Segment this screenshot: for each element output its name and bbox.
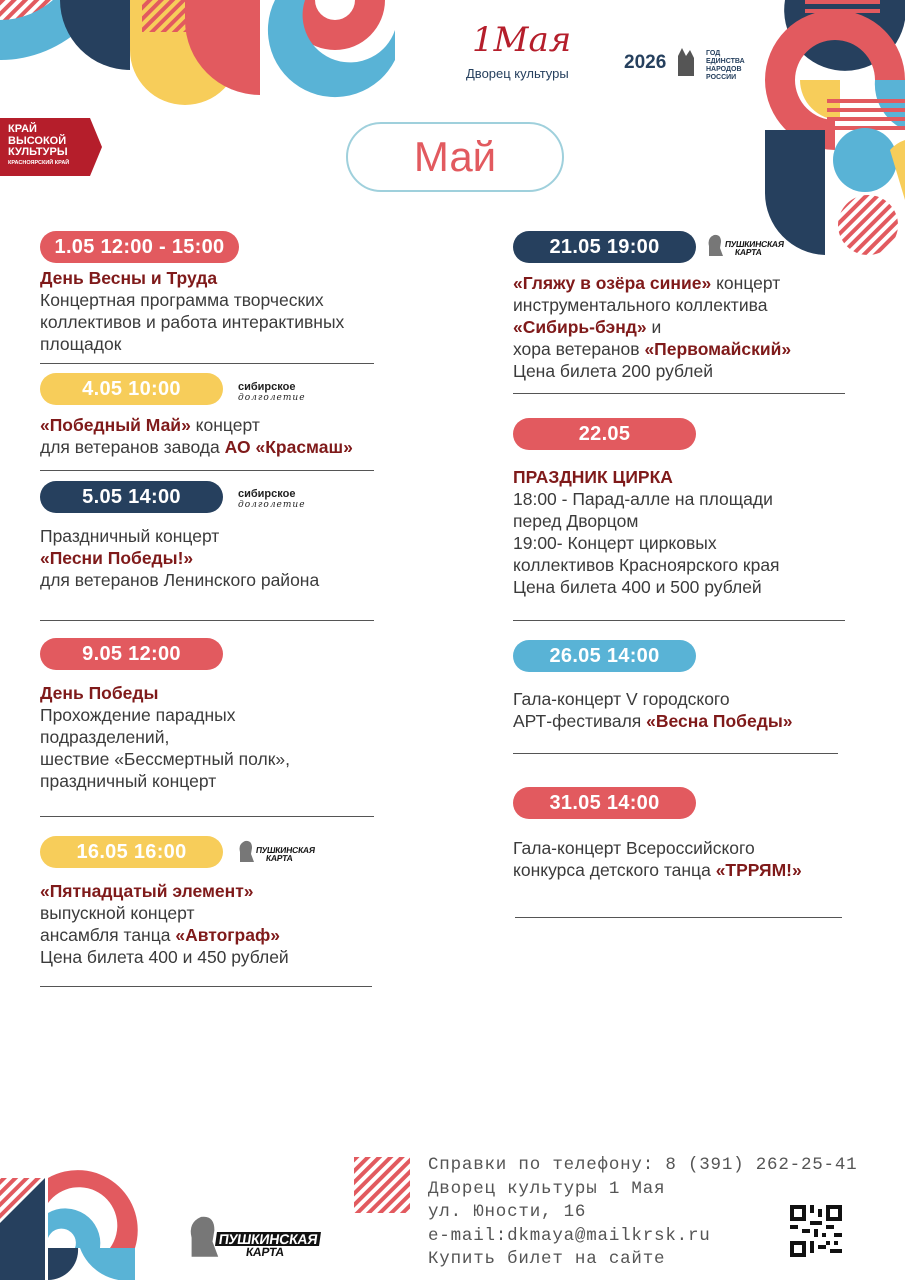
year-caption-line4: РОССИИ	[706, 74, 737, 81]
event-desc: ансамбля танца	[40, 925, 176, 945]
event-title: «Гляжу в озёра синие»	[513, 273, 712, 293]
siberian-logo-bottom: долголетие	[238, 500, 306, 510]
event-desc-line: для ветеранов Ленинского района	[40, 570, 320, 590]
event-22-05	[513, 418, 853, 598]
event-1-05	[40, 231, 380, 355]
pushkin-card-logo	[236, 838, 315, 862]
event-desc-line: перед Дворцом	[513, 511, 639, 531]
event-title: «ТРРЯМ!»	[715, 860, 802, 880]
divider	[513, 393, 845, 394]
year-caption	[706, 50, 745, 82]
siberian-longevity-logo	[238, 382, 306, 404]
divider	[513, 753, 838, 754]
event-desc-line: Концертная программа творческих	[40, 290, 324, 310]
event-desc-line: шествие «Бессмертный полк»,	[40, 749, 290, 769]
event-desc-line: площадок	[40, 334, 122, 354]
divider	[40, 620, 374, 621]
siberian-logo-top: сибирское	[238, 488, 296, 500]
divider	[40, 816, 374, 817]
decor-bottom-left	[0, 1168, 140, 1280]
event-desc: конкурса детского танца	[513, 860, 716, 880]
event-date-pill: 31.05 14:00	[513, 787, 696, 819]
pushkin-card-label	[216, 1232, 320, 1258]
event-desc: хора ветеранов	[513, 339, 645, 359]
badge-line3: КУЛЬТУРЫ	[8, 146, 68, 158]
event-date-pill: 22.05	[513, 418, 696, 450]
event-desc-line: 18:00 - Парад-алле на площади	[513, 489, 773, 509]
decor-top-left	[0, 0, 400, 105]
divider	[513, 620, 845, 621]
event-desc: для ветеранов завода	[40, 437, 225, 457]
siberian-logo-bottom: долголетие	[238, 393, 306, 403]
footer-address: ул. Юности, 16	[428, 1202, 587, 1222]
event-9-05	[40, 638, 380, 792]
year-of-unity-logo	[622, 40, 752, 84]
event-desc-line	[40, 924, 380, 946]
pushkin-card-logo	[705, 232, 784, 256]
event-title: День Победы	[40, 683, 159, 703]
pushkin-line2: КАРТА	[245, 1245, 286, 1259]
event-desc-line: Гала-концерт Всероссийского	[513, 838, 755, 858]
event-4-05	[40, 373, 380, 458]
pushkin-card-label	[725, 240, 784, 256]
event-desc: концерт	[190, 415, 260, 435]
event-highlight: АО «Красмаш»	[224, 437, 353, 457]
event-date-pill: 16.05 16:00	[40, 836, 223, 868]
pushkin-card-logo-footer	[184, 1210, 320, 1258]
event-desc-line: коллективов Красноярского края	[513, 555, 780, 575]
event-title: «Пятнадцатый элемент»	[40, 881, 254, 901]
divider	[40, 470, 374, 471]
event-title: «Победный Май»	[40, 415, 191, 435]
year-caption-line2: ЕДИНСТВА	[706, 58, 745, 65]
event-date-pill: 4.05 10:00	[40, 373, 223, 405]
pushkin-portrait-icon	[236, 838, 256, 862]
event-title: «Весна Победы»	[646, 711, 793, 731]
event-desc-line: инструментального коллектива	[513, 295, 768, 315]
divider	[40, 363, 374, 364]
event-desc-line: Праздничный концерт	[40, 526, 220, 546]
event-desc: концерт	[711, 273, 781, 293]
event-16-05	[40, 836, 380, 968]
event-desc-line	[513, 859, 853, 881]
pushkin-card-label	[256, 846, 315, 862]
year-number: 2026	[624, 52, 667, 73]
pushkin-line1: ПУШКИНСКАЯ	[255, 845, 316, 855]
badge-line2: ВЫСОКОЙ	[8, 134, 67, 147]
event-desc-line: праздничный концерт	[40, 771, 217, 791]
year-caption-line1: ГОД	[706, 50, 721, 57]
event-5-05	[40, 481, 380, 591]
siberian-longevity-logo	[238, 489, 306, 511]
palace-logo	[462, 18, 590, 84]
pushkin-line1: ПУШКИНСКАЯ	[724, 239, 785, 249]
footer-buy-ticket-link[interactable]: Купить билет на сайте	[428, 1249, 666, 1269]
event-desc-line: подразделений,	[40, 727, 170, 747]
footer-venue: Дворец культуры 1 Мая	[428, 1178, 666, 1199]
month-title: Май	[346, 122, 564, 192]
event-desc-line	[40, 436, 380, 458]
event-desc-line	[513, 272, 853, 294]
event-desc-line: коллективов и работа интерактивных	[40, 312, 345, 332]
event-date-pill: 1.05 12:00 - 15:00	[40, 231, 239, 263]
siberian-logo-top: сибирское	[238, 381, 296, 393]
pushkin-line2: КАРТА	[265, 853, 294, 863]
event-31-05	[513, 787, 853, 881]
divider	[515, 917, 842, 918]
event-21-05	[513, 231, 853, 382]
event-highlight: «Автограф»	[175, 925, 281, 945]
event-title: «Песни Победы!»	[40, 548, 194, 568]
year-caption-line3: НАРОДОВ	[706, 66, 742, 73]
event-date-pill: 21.05 19:00	[513, 231, 696, 263]
region-culture-badge	[0, 118, 102, 176]
event-title: День Весны и Труда	[40, 268, 218, 288]
event-desc-line	[513, 338, 853, 360]
palace-logo-script: 1Мая	[472, 20, 572, 60]
decor-footer-stripes	[354, 1157, 410, 1213]
event-price: Цена билета 200 рублей	[513, 361, 714, 381]
divider	[40, 986, 372, 987]
event-price: Цена билета 400 и 500 рублей	[513, 577, 762, 597]
badge-line1: КРАЙ	[8, 123, 37, 135]
event-price: Цена билета 400 и 450 рублей	[40, 947, 289, 967]
pushkin-line1: ПУШКИНСКАЯ	[215, 1232, 321, 1246]
qr-code-icon[interactable]	[790, 1205, 842, 1257]
event-26-05	[513, 640, 853, 732]
event-desc-line: Гала-концерт V городского	[513, 689, 730, 709]
event-date-pill: 5.05 14:00	[40, 481, 223, 513]
decor-top-right	[765, 0, 905, 260]
pushkin-portrait-icon	[705, 232, 725, 256]
event-desc-line: 19:00- Концерт цирковых	[513, 533, 717, 553]
event-desc: и	[646, 317, 662, 337]
event-desc-line: Прохождение парадных	[40, 705, 236, 725]
event-desc: АРТ-фестиваля	[513, 711, 647, 731]
event-date-pill: 26.05 14:00	[513, 640, 696, 672]
event-desc-line	[513, 710, 853, 732]
event-title: ПРАЗДНИК ЦИРКА	[513, 467, 673, 487]
event-highlight: «Первомайский»	[644, 339, 792, 359]
event-date-pill: 9.05 12:00	[40, 638, 223, 670]
footer-email[interactable]: e-mail:dkmaya@mailkrsk.ru	[428, 1225, 711, 1246]
event-desc-line	[513, 316, 853, 338]
monument-icon	[668, 42, 704, 78]
event-highlight: «Сибирь-бэнд»	[513, 317, 647, 337]
event-desc-line	[40, 414, 380, 436]
event-desc-line: выпускной концерт	[40, 903, 195, 923]
palace-logo-caption: Дворец культуры	[466, 66, 569, 81]
badge-line4: КРАСНОЯРСКИЙ КРАЙ	[8, 159, 70, 166]
pushkin-line2: КАРТА	[734, 247, 763, 257]
footer-phone: Справки по телефону: 8 (391) 262-25-41	[428, 1155, 858, 1175]
